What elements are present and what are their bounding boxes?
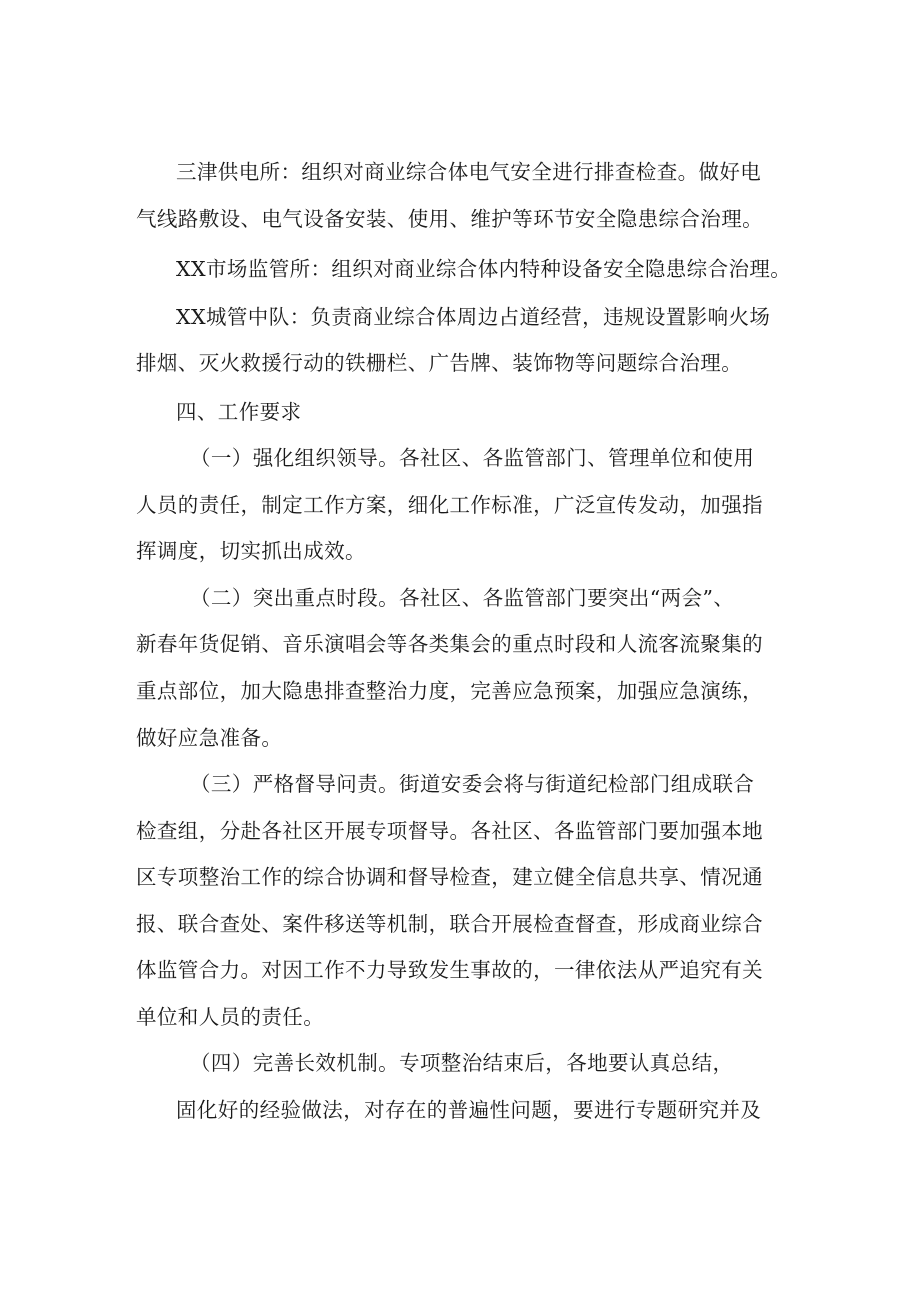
text-line: 排烟、灭火救援行动的铁栅栏、广告牌、装饰物等问题综合治理。 <box>136 351 743 375</box>
text-line: 三津供电所：组织对商业综合体电气安全进行排查检查。做好电 <box>176 160 762 184</box>
text-line: 重点部位，加大隐患排查整治力度，完善应急预案，加强应急演练， <box>136 679 763 703</box>
text-line: XX城管中队：负责商业综合体周边占道经营，违规设置影响火场 <box>176 305 771 329</box>
text-line: 气线路敷设、电气设备安装、使用、维护等环节安全隐患综合治理。 <box>136 207 763 231</box>
text-line: 新春年货促销、音乐演唱会等各类集会的重点时段和人流客流聚集的 <box>136 632 763 656</box>
text-line: 固化好的经验做法，对存在的普遍性问题，要进行专题研究并及 <box>176 1098 762 1122</box>
text-line: （一）强化组织领导。各社区、各监管部门、管理单位和使用 <box>190 446 755 470</box>
text-line: 做好应急准备。 <box>136 726 283 750</box>
text-line: 体监管合力。对因工作不力导致发生事故的，一律依法从严追究有关 <box>136 958 763 982</box>
text-line: XX市场监管所：组织对商业综合体内特种设备安全隐患综合治理。 <box>176 257 792 281</box>
text-line: （三）严格督导问责。街道安委会将与街道纪检部门组成联合 <box>190 772 755 796</box>
text-line: （四）完善长效机制。专项整治结束后，各地要认真总结， <box>190 1051 734 1075</box>
text-line: 区专项整治工作的综合协调和督导检查，建立健全信息共享、情况通 <box>136 865 763 889</box>
text-line: 人员的责任，制定工作方案，细化工作标准，广泛宣传发动，加强指 <box>136 493 763 517</box>
section-heading: 四、工作要求 <box>176 400 302 424</box>
text-line: 报、联合查处、案件移送等机制，联合开展检查督查，形成商业综合 <box>136 912 763 936</box>
text-line: （二）突出重点时段。各社区、各监管部门要突出“两会”、 <box>190 586 735 610</box>
text-line: 检查组，分赴各社区开展专项督导。各社区、各监管部门要加强本地 <box>136 819 763 843</box>
text-line: 挥调度，切实抓出成效。 <box>136 539 366 563</box>
text-line: 单位和人员的责任。 <box>136 1005 325 1029</box>
